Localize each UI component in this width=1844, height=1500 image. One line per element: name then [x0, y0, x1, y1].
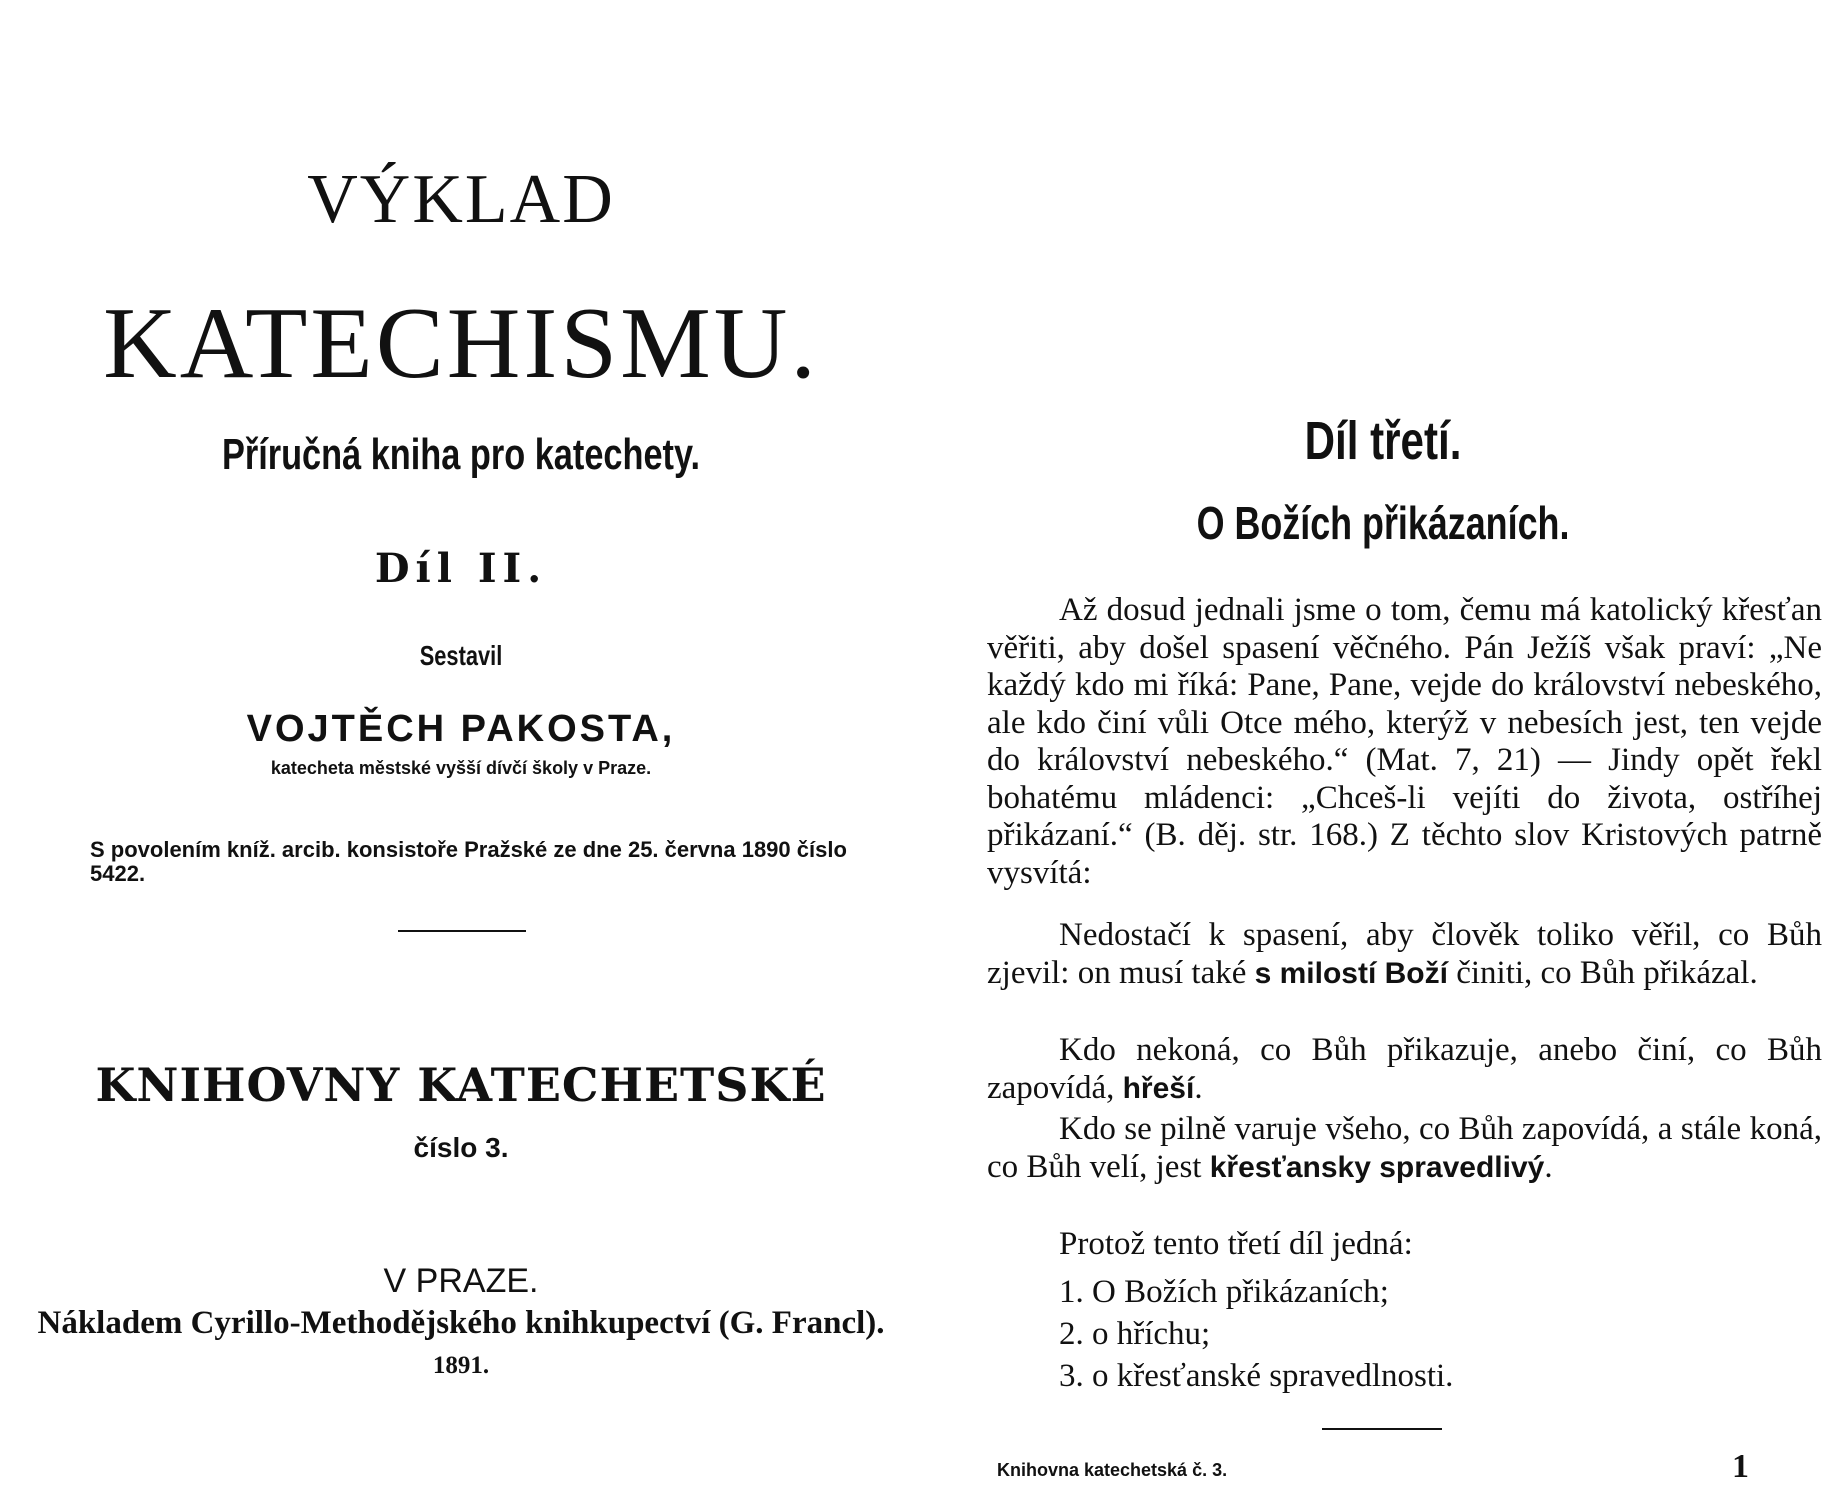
list-item: 3. o křesťanské spravedlnosti.: [1059, 1358, 1454, 1394]
paragraph-3-emphasis: hřeší: [1122, 1071, 1195, 1105]
paragraph-2: [987, 917, 1822, 992]
section-heading: O Božích přikázaních.: [1196, 497, 1570, 549]
series-title: KNIHOVNY KATECHETSKÉ: [95, 1058, 827, 1112]
publisher: Nákladem Cyrillo-Methodějského knihkupectví (G. Francl).: [37, 1305, 885, 1341]
paragraph-intro-text: Až dosud jednali jsme o tom, čemu má katolický křesťan věřiti, aby došel spasení věčného. Pán Ježíš však praví: „Ne každý kdo mi říká: Pane, Pane, vejde do království nebeského, ale kdo činí vůli Otce mého, kterýž v nebesích jest, ten vejde do království nebeského.“ (Mat. 7, 21) — Jindy opět řekl bohatému mládenci: „Chceš-li vejíti do života, ostříhej přikázaní.“ (B. děj. str. 168.) Z těchto slov Kristových patrně vysvítá:: [987, 592, 1822, 891]
author-role: katecheta městské vyšší dívčí školy v Praze.: [270, 758, 652, 778]
paragraph-4: [987, 1111, 1822, 1186]
paragraph-2-emphasis: s milostí Boží: [1254, 956, 1448, 990]
paragraph-4-start: Kdo se pilně varuje všeho, co Bůh zapovídá, a stále koná, co Bůh velí, jest: [987, 1111, 1822, 1185]
page-footer: Knihovna katechetská č. 3.: [997, 1460, 1228, 1480]
author-name: VOJTĚCH PAKOSTA,: [246, 708, 676, 750]
publication-year: 1891.: [432, 1352, 490, 1379]
right-page: [922, 0, 1844, 1500]
paragraph-3-start: Kdo nekoná, co Bůh přikazuje, anebo činí, co Bůh zapovídá,: [987, 1032, 1822, 1106]
page-number: 1: [1732, 1448, 1749, 1485]
book-subtitle: Příručná kniha pro katechety.: [221, 430, 701, 479]
series-number: číslo 3.: [413, 1132, 509, 1163]
paragraph-3: [987, 1032, 1822, 1107]
book-title-line2: KATECHISMU.: [103, 287, 819, 400]
footer-divider: [1322, 1428, 1442, 1430]
compiled-by-label: Sestavil: [419, 640, 503, 671]
title-divider: [398, 930, 526, 932]
approval-notice: S povolením kníž. arcib. konsistoře Pražské ze dne 25. června 1890 číslo 5422.: [90, 837, 847, 886]
list-item: 1. O Božích přikázaních;: [1059, 1274, 1389, 1310]
part-heading: Díl třetí.: [1304, 411, 1462, 471]
paragraph-4-end: .: [1544, 1148, 1553, 1185]
paragraph-intro: [987, 592, 1822, 892]
paragraph-5: [987, 1226, 1822, 1264]
publication-city: V PRAZE.: [383, 1262, 539, 1300]
paragraph-5-text: Protož tento třetí díl jedná:: [1059, 1226, 1413, 1262]
paragraph-2-end: činiti, co Bůh přikázal.: [1447, 954, 1758, 991]
book-title-line1: VÝKLAD: [307, 161, 615, 238]
paragraph-3-end: .: [1194, 1069, 1203, 1106]
paragraph-4-emphasis: křesťansky spravedlivý: [1209, 1150, 1545, 1184]
paragraph-2-start: Nedostačí k spasení, aby člověk toliko věřil, co Bůh zjevil: on musí také: [987, 917, 1822, 991]
volume-part: Díl II.: [374, 545, 548, 592]
topic-list: [1059, 1271, 1453, 1397]
list-item: 2. o hříchu;: [1059, 1316, 1211, 1352]
